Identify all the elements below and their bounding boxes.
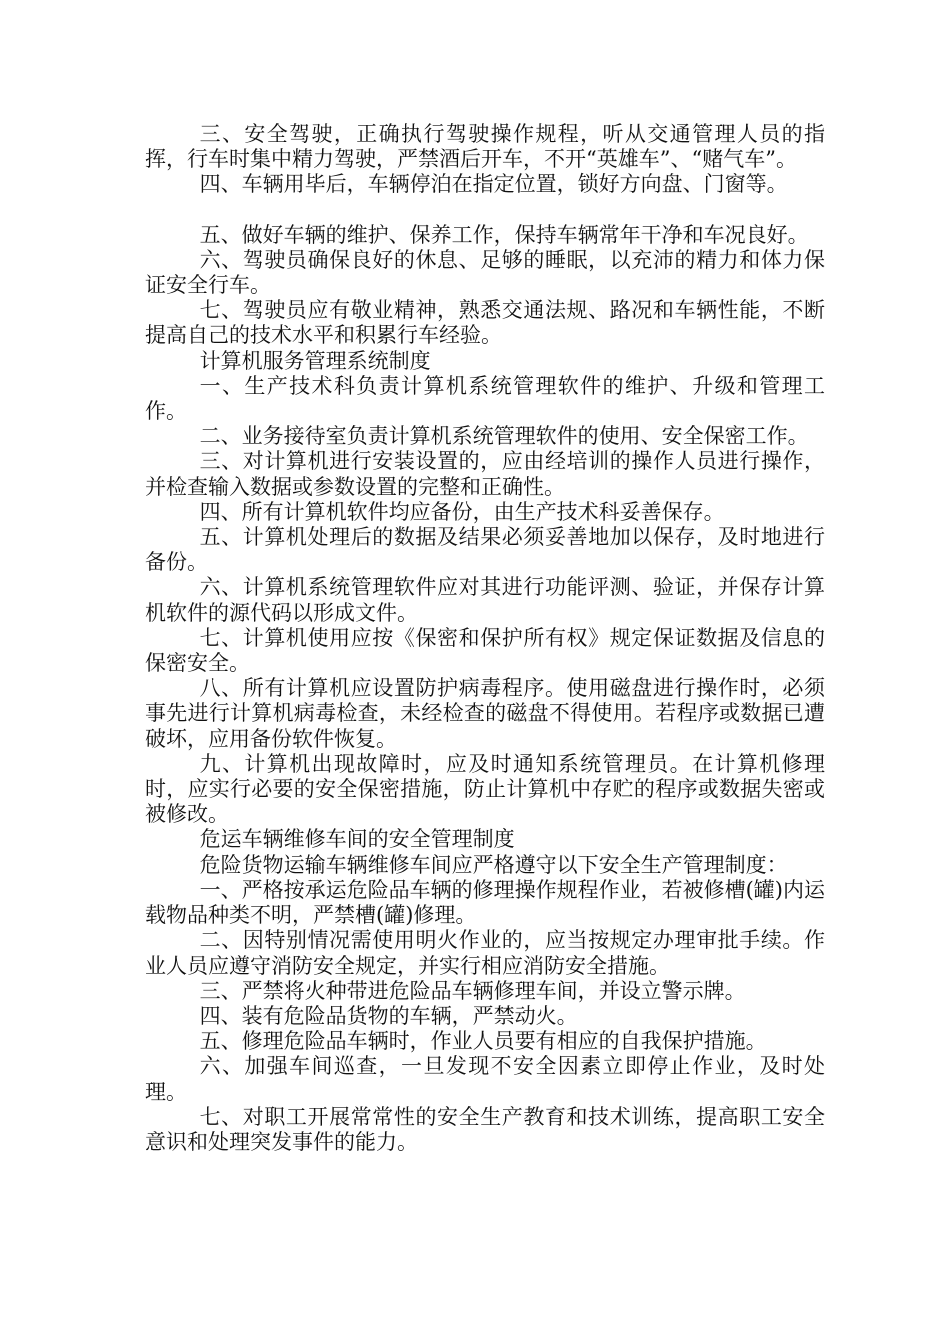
paragraph-workshop-item-5: 五、修理危险品车辆时，作业人员要有相应的自我保护措施。: [199, 1029, 767, 1054]
paragraph-workshop-item-6: 六、加强车间巡查，一旦发现不安全因素立即停止作业，及时处理。: [145, 1054, 825, 1104]
document-body: [145, 122, 825, 1155]
paragraph-computer-item-6: 六、计算机系统管理软件应对其进行功能评测、验证，并保存计算机软件的源代码以形成文件。: [145, 575, 825, 625]
paragraph-workshop-item-4: 四、装有危险品货物的车辆，严禁动火。: [199, 1003, 578, 1028]
paragraph-computer-item-9: 九、计算机出现故障时，应及时通知系统管理员。在计算机修理时，应实行必要的安全保密措施，防止计算机中存贮的程序或数据失密或被修改。: [145, 751, 825, 827]
paragraph-vehicle-parking: 四、车辆用毕后，车辆停泊在指定位置，锁好方向盘、门窗等。: [199, 172, 788, 197]
paragraph-workshop-item-7: 七、对职工开展常常性的安全生产教育和技术训练，提高职工安全意识和处理突发事件的能力。: [145, 1104, 825, 1154]
paragraph-computer-item-2: 二、业务接待室负责计算机系统管理软件的使用、安全保密工作。: [199, 424, 809, 449]
paragraph-computer-item-4: 四、所有计算机软件均应备份，由生产技术科妥善保存。: [199, 499, 725, 524]
paragraph-computer-item-1: 一、生产技术科负责计算机系统管理软件的维护、升级和管理工作。: [145, 373, 825, 424]
section-heading-computer-system: 计算机服务管理系统制度: [199, 348, 431, 373]
paragraph-vehicle-maintenance: 五、做好车辆的维护、保养工作，保持车辆常年干净和车况良好。: [199, 222, 809, 247]
paragraph-driver-rest: 六、驾驶员确保良好的休息、足够的睡眠，以充沛的精力和体力保证安全行车。: [145, 247, 825, 298]
paragraph-computer-item-3: 三、对计算机进行安装设置的，应由经培训的操作人员进行操作，并检查输入数据或参数设置的完整和正确性。: [145, 449, 825, 499]
paragraph-computer-item-5: 五、计算机处理后的数据及结果必须妥善地加以保存，及时地进行备份。: [145, 525, 825, 575]
paragraph-driver-professionalism: 七、驾驶员应有敬业精神，熟悉交通法规、路况和车辆性能，不断提高自己的技术水平和积累行车经验。: [145, 298, 825, 348]
paragraph-driving-safety: 三、安全驾驶，正确执行驾驶操作规程，听从交通管理人员的指挥，行车时集中精力驾驶，严禁酒后开车，不开“英雄车”、“赌气车”。: [145, 122, 825, 172]
paragraph-workshop-item-3: 三、严禁将火种带进危险品车辆修理车间，并设立警示牌。: [199, 978, 746, 1003]
paragraph-workshop-intro: 危险货物运输车辆维修车间应严格遵守以下安全生产管理制度：: [199, 852, 788, 877]
paragraph-workshop-item-2: 二、因特别情况需使用明火作业的，应当按规定办理审批手续。作业人员应遵守消防安全规定，并实行相应消防安全措施。: [145, 928, 825, 978]
paragraph-computer-item-8: 八、所有计算机应设置防护病毒程序。使用磁盘进行操作时，必须事先进行计算机病毒检查，未经检查的磁盘不得使用。若程序或数据已遭破坏，应用备份软件恢复。: [145, 676, 825, 751]
section-heading-repair-workshop: 危运车辆维修车间的安全管理制度: [199, 827, 515, 852]
paragraph-computer-item-7: 七、计算机使用应按《保密和保护所有权》规定保证数据及信息的保密安全。: [145, 625, 825, 676]
paragraph-workshop-item-1: 一、严格按承运危险品车辆的修理操作规程作业，若被修槽(罐)内运载物品种类不明，严禁槽(罐)修理。: [145, 877, 825, 928]
